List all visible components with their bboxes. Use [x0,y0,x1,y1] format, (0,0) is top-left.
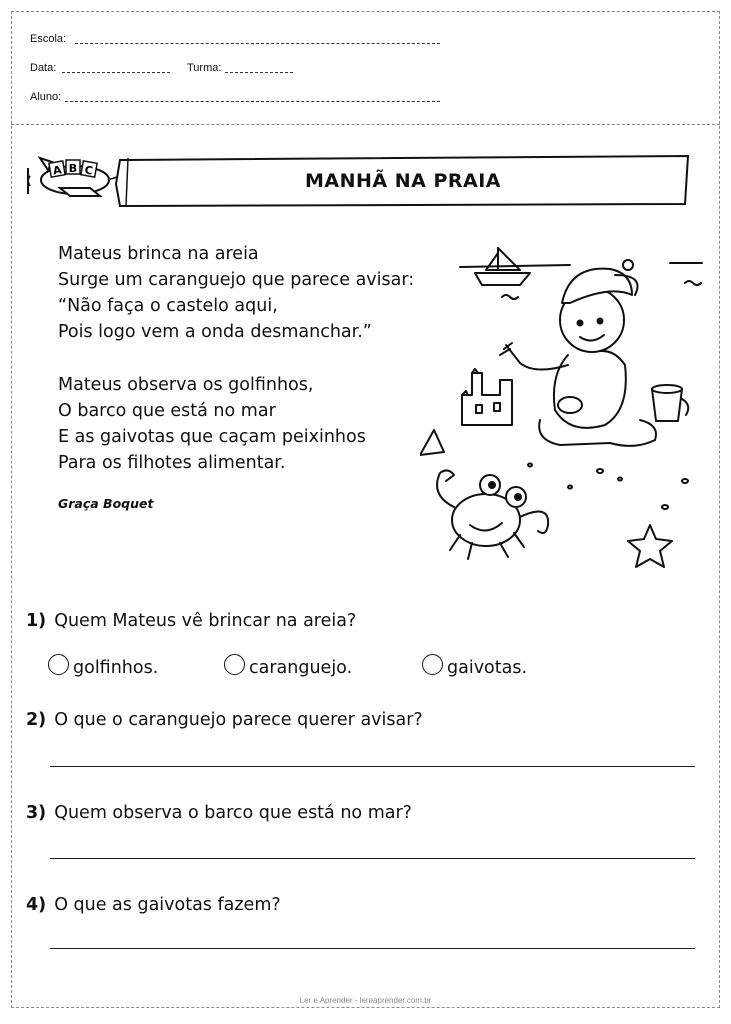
boy-icon [500,260,656,446]
poem-stanza-2 [58,372,366,476]
radio-circle-icon[interactable] [48,654,69,675]
date-field[interactable] [62,72,170,73]
option-caranguejo[interactable] [224,654,352,678]
question-1 [26,611,356,631]
poem-line: Mateus observa os golfinhos, [58,375,314,395]
poem-line: Pois logo vem a onda desmanchar.” [58,322,372,342]
date-label: Data: [30,62,57,74]
poem-line: Mateus brinca na areia [58,244,259,264]
poem-line: Para os filhotes alimentar. [58,453,286,473]
option-golfinhos[interactable] [48,654,158,678]
class-field[interactable] [225,72,293,73]
school-field[interactable] [75,43,440,44]
question-text: O que as gaivotas fazem? [54,895,281,915]
school-label: Escola: [30,33,67,45]
crab-icon [437,470,548,559]
poem-stanza-1 [58,241,414,345]
svg-text:C: C [83,163,94,178]
poem-line: E as gaivotas que caçam peixinhos [58,427,366,447]
header-separator [11,124,720,125]
class-label: Turma: [187,62,222,74]
airplane-logo-icon [28,158,120,196]
radio-circle-icon[interactable] [422,654,443,675]
question-3 [26,803,412,823]
poem-line: “Não faça o castelo aqui, [58,296,278,316]
question-number: 2) [26,710,47,730]
question-number: 4) [26,895,47,915]
question-number: 1) [26,611,47,631]
bucket-icon [652,385,688,421]
svg-text:A: A [51,163,63,178]
question-2 [26,710,423,730]
question-text: Quem observa o barco que está no mar? [54,803,412,823]
question-text: O que o caranguejo parece querer avisar? [54,710,423,730]
beach-illustration [420,245,710,585]
sand-castle-icon [462,369,512,425]
poem-line: Surge um caranguejo que parece avisar: [58,270,415,290]
option-label: caranguejo. [249,658,353,678]
answer-line-3[interactable] [50,858,695,859]
footer-credit: Ler e Aprender - lereaprender.com.br [299,996,432,1005]
question-text: Quem Mateus vê brincar na areia? [54,611,357,631]
answer-line-2[interactable] [50,766,695,767]
option-gaivotas[interactable] [422,654,527,678]
sand-pile-icon [420,430,444,455]
poem-author: Graça Boquet [58,496,154,511]
worksheet-title: MANHÃ NA PRAIA [305,170,501,192]
question-number: 3) [26,803,47,823]
answer-line-4[interactable] [50,948,695,949]
student-label: Aluno: [30,91,62,103]
option-label: gaivotas. [447,658,528,678]
poem-line: O barco que está no mar [58,401,276,421]
student-field[interactable] [65,101,440,102]
option-label: golfinhos. [73,658,159,678]
starfish-icon [628,525,672,567]
radio-circle-icon[interactable] [224,654,245,675]
question-4 [26,895,281,915]
svg-text:B: B [68,162,78,175]
